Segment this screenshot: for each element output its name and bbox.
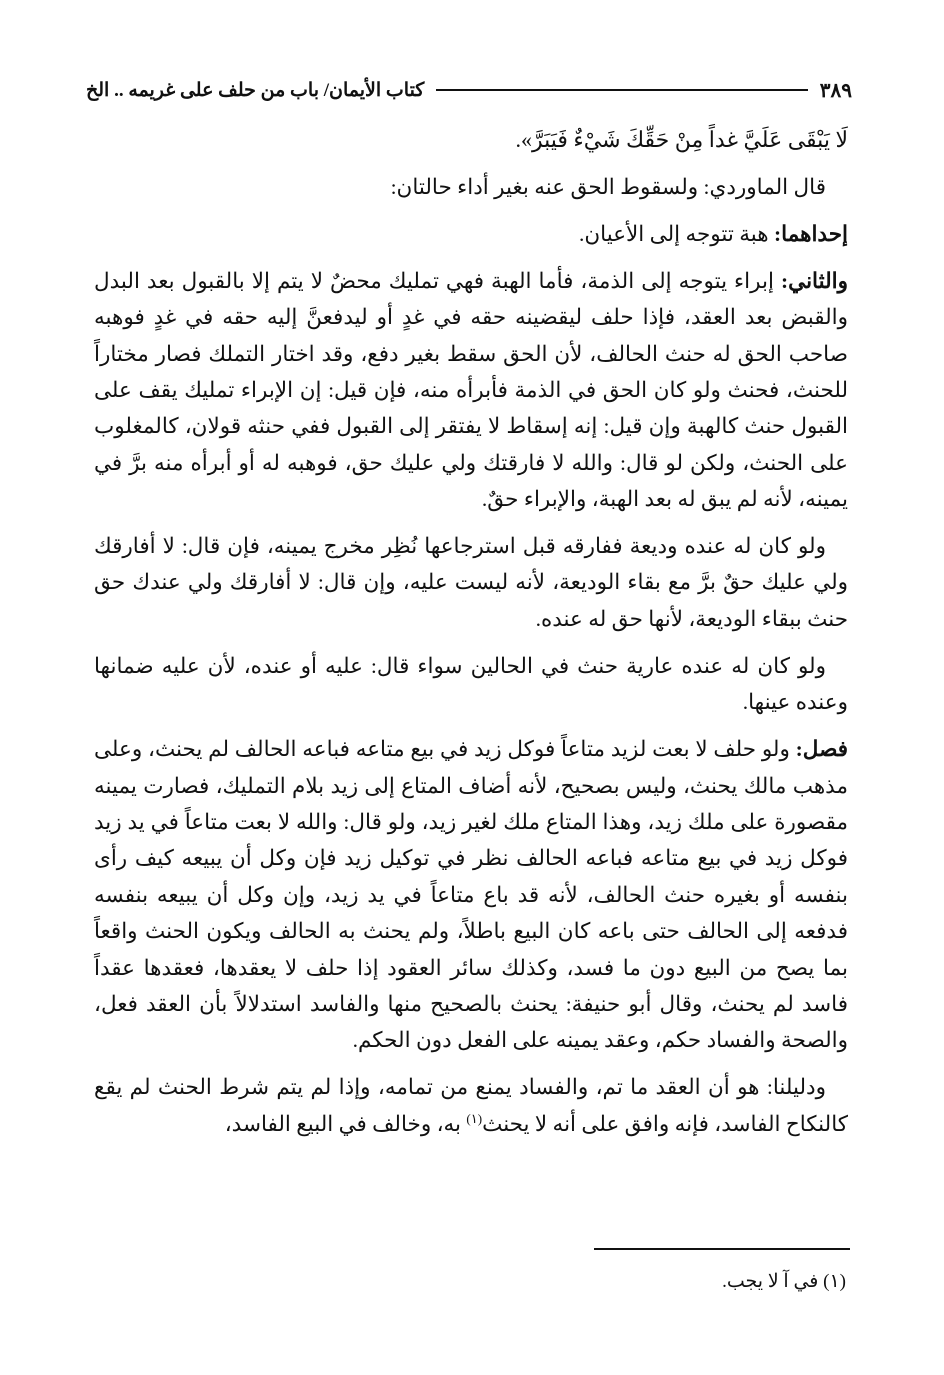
paragraph-first-case — [94, 216, 848, 252]
paragraph-section — [94, 731, 848, 1059]
body-text — [94, 122, 848, 1153]
paragraph-text: ولو حلف لا بعت لزيد متاعاً فوكل زيد في بيع متاعه فباعه الحالف لم يحنث، وعلى مذهب مالك يحنث، وليس بصحيح، لأنه أضاف المتاع إلى زيد بلام التمليك، فصارت يمينه مقصورة على ملك زيد، وهذا المتاع ملك لغير زيد، ولو قال: والله لا بعت متاعاً في يد زيد فوكل زيد في بيع متاعه فباعه الحالف نظر في توكيل زيد فإن وكل أن يبيعه كيف رأى بنفسه أو بغيره حنث الحالف، لأنه قد باع متاعاً في يد زيد، وإن وكل أن يبيعه بنفسه فدفعه إلى الحالف حتى باعه كان البيع باطلاً، ولم يحنث به الحالف ويكون الحنث واقعاً بما يصح من البيع دون ما فسد، وكذلك سائر العقود إذا حلف لا يعقدها، فعقدها عقداً فاسد لم يحنث، وقال أبو حنيفة: يحنث بالصحيح منها والفاسد استدلالاً بأن العقد فعل، والصحة والفساد حكم، وعقد يمينه على الفعل دون الحكم. — [94, 737, 848, 1053]
paragraph-second-case — [94, 263, 848, 518]
paragraph-lead: والثاني: — [780, 268, 848, 293]
footnote-rule — [594, 1248, 850, 1250]
page-number: ٣٨٩ — [819, 79, 852, 102]
paragraph-lead: فصل: — [795, 737, 848, 762]
paragraph-text: قال الماوردي: ولسقوط الحق عنه بغير أداء حالتان: — [390, 174, 826, 199]
header-rule — [436, 89, 807, 91]
footnote-marker[interactable]: (١) — [466, 1110, 483, 1126]
paragraph-loan — [94, 648, 848, 721]
paragraph-quote-end — [94, 122, 848, 158]
paragraph-text: به، وخالف في البيع الفاسد، — [224, 1111, 467, 1136]
paragraph-text: لَا يَبْقَى عَلَيَّ غداً مِنْ حَقِّكَ شَيْءٌ فَيَبَرَّ». — [515, 127, 848, 152]
paragraph-text: ولو كان له عنده وديعة ففارقه قبل استرجاعها نُظِر مخرج يمينه، فإن قال: لا أفارقك ولي عليك حقٌ برَّ مع بقاء الوديعة، لأنه ليست عليه، وإن قال: لا أفارقك ولي عندك حق حنث ببقاء الوديعة، لأنها حق له عنده. — [94, 534, 848, 631]
paragraph-lead: إحداهما: — [773, 221, 848, 246]
paragraph-deposit — [94, 528, 848, 637]
paragraph-evidence — [94, 1069, 848, 1142]
paragraph-text: ولو كان له عنده عارية حنث في الحالين سواء قال: عليه أو عنده، لأن عليه ضمانها وعنده عينها. — [94, 653, 848, 715]
paragraph-text: إبراء يتوجه إلى الذمة، فأما الهبة فهي تمليك محضٌ لا يتم إلا بالقبول بعد البدل والقبض بعد العقد، فإذا حلف ليقضينه حقه في غدٍ أو ليدفعنَّ إليه حقه في غدٍ فوهبه صاحب الحق له حنث الحالف، لأن الحق سقط بغير دفع، وقد اختار التملك فصار مختاراً للحنث، فحنث ولو كان الحق في الذمة فأبرأه منه، فإن قيل: إن الإبراء تمليك يقف على القبول حنث كالهبة وإن قيل: إنه إسقاط لا يفتقر إلى القبول ففي حنثه قولان، كالمغلوب على الحنث، ولكن لو قال: والله لا فارقتك ولي عليك حق، فوهبه له أو أبرأه منه برَّ في يمينه، لأنه لم يبق له بعد الهبة، والإبراء حقٌ. — [94, 268, 848, 512]
header-title: كتاب الأيمان/ باب من حلف على غريمه .. الخ — [86, 79, 425, 101]
paragraph-text: هبة تتوجه إلى الأعيان. — [579, 221, 774, 246]
paragraph-mawardi — [94, 169, 848, 205]
running-header — [86, 70, 852, 110]
footnote: (١) في آ لا يجب. — [722, 1271, 846, 1292]
paragraph-text: ودليلنا: هو أن العقد ما تم، والفساد يمنع من تمامه، وإذا لم يتم شرط الحنث لم يقع كالنكاح الفاسد، فإنه وافق على أنه لا يحنث — [94, 1075, 848, 1136]
